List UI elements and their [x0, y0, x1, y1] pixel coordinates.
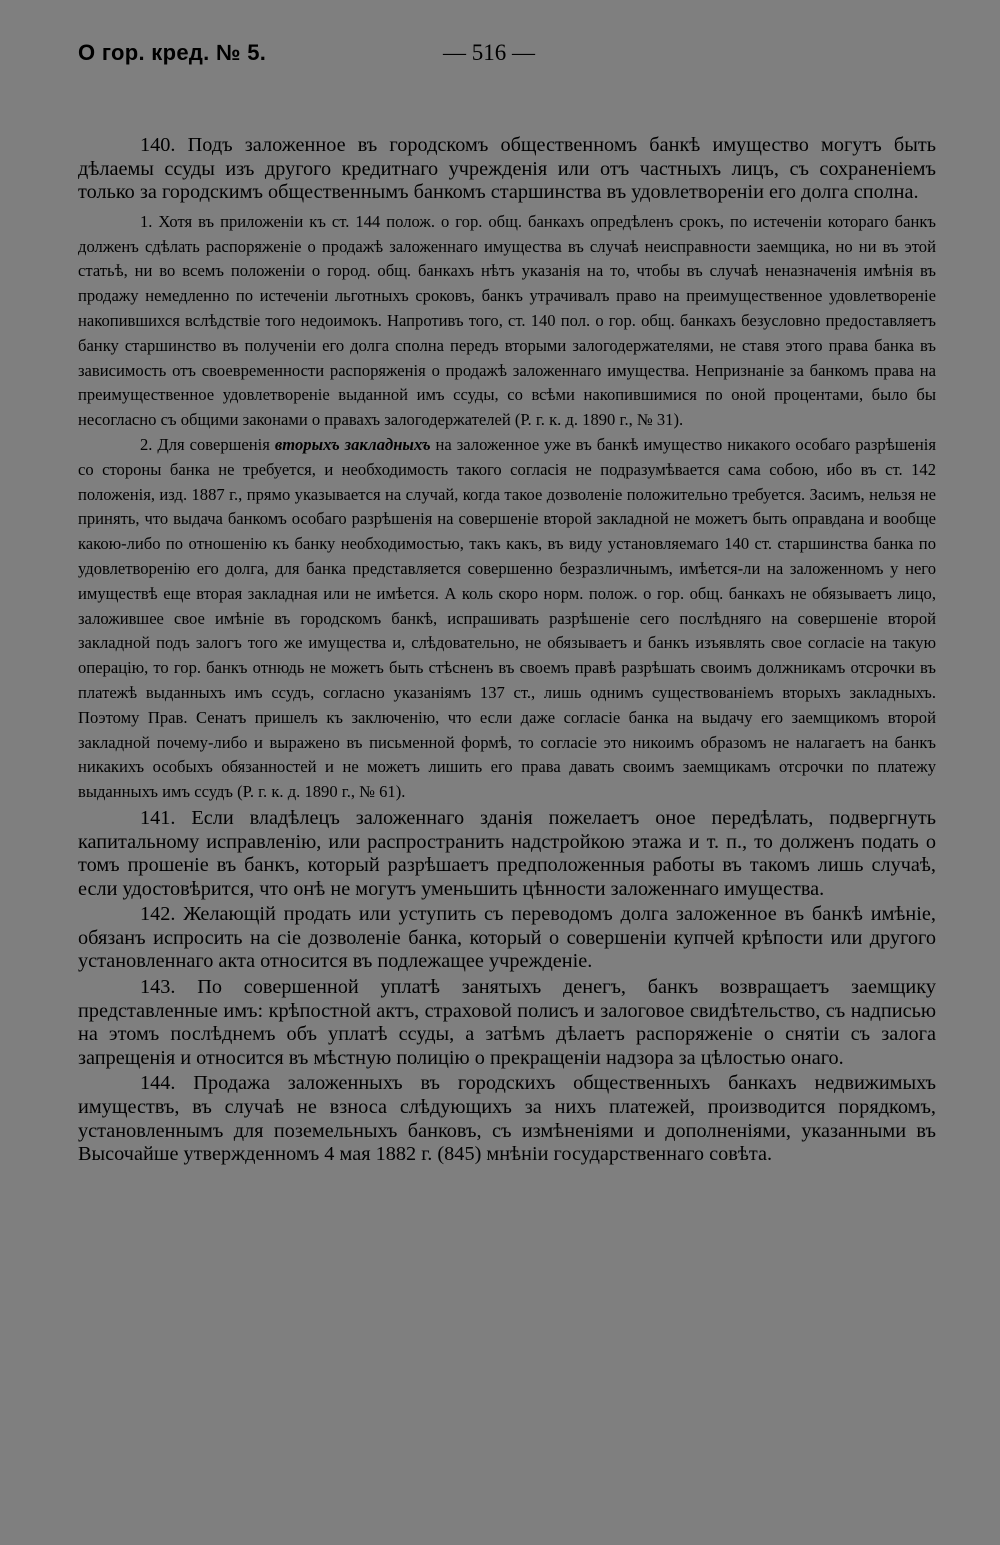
note-1: 1. Хотя въ приложеніи къ ст. 144 полож. о гор. общ. банкахъ опредѣленъ срокъ, по истеченіи котораго банкъ долженъ сдѣлать распоряженіе о продажѣ заложеннаго имущества въ случаѣ неисправности заемщика, но ни въ этой статьѣ, ни во всемъ положеніи о город. общ. банкахъ нѣтъ указанія на то, чтобы въ случаѣ неназначенія имѣнія въ продажу немедленно по истеченіи льготныхъ сроковъ, банкъ утрачивалъ право на преимущественное удовлетвореніе накопившихся вслѣдствіе того недоимокъ. Напротивъ того, ст. 140 пол. о гор. общ. банкахъ безусловно предоставляетъ банку старшинство въ полученіи его долга сполна передъ вторыми залогодержателями, не ставя этого права банка въ зависимость отъ своевременности распоряженія о продажѣ заложеннаго имущества. Непризнаніе за банкомъ права на преимущественное удовлетвореніе выданной имъ ссуды, со всѣми накопившимися по оной процентами, было бы несогласно съ общими законами о правахъ залогодержателей (Р. г. к. д. 1890 г., № 31).: [78, 211, 936, 430]
note-2: [78, 433, 936, 805]
article-141: 141. Если владѣлецъ заложеннаго зданія пожелаетъ оное передѣлать, подвергнуть капитальному исправленію, или распространить надстройкою этажа и т. п., то долженъ подать о томъ прошеніе въ банкъ, который разрѣшаетъ предположенныя работы въ такомъ лишь случаѣ, если удостовѣрится, что онѣ не могутъ уменьшить цѣнности заложеннаго имущества.: [78, 806, 936, 900]
note-2-emphasis: вторыхъ закладныхъ: [274, 434, 431, 454]
page-header: [78, 40, 936, 78]
document-body: [78, 134, 936, 1167]
article-140: 140. Подъ заложенное въ городскомъ общественномъ банкѣ имущество могутъ быть дѣлаемы ссуды изъ другого кредитнаго учрежденія или отъ частныхъ лицъ, съ сохраненіемъ только за городскимъ общественнымъ банкомъ старшинства въ удовлетвореніи его долга сполна.: [78, 134, 936, 204]
article-143: 143. По совершенной уплатѣ занятыхъ денегъ, банкъ возвращаетъ заемщику представленные имъ: крѣпостной актъ, страховой полисъ и залоговое свидѣтельство, съ надписью на этомъ послѣднемъ объ уплатѣ ссуды, а затѣмъ дѣлаетъ распоряженіе о снятіи съ залога запрещенія и относится въ мѣстную полицію о прекращеніи надзора за цѣлостью онаго.: [78, 976, 936, 1069]
note-2-body: на заложенное уже въ банкѣ имущество никакого особаго разрѣшенія со стороны банка не требуется, и необходимость такого согласія не подразумѣвается сама собою, ибо въ ст. 142 положенія, изд. 1887 г., прямо указывается на случай, когда такое дозволеніе положительно требуется. Засимъ, нельзя не принять, что выдача банкомъ особаго разрѣшенія на совершеніе второй закладной не можетъ быть оправдана и вообще какою-либо по отношенію къ банку необходимостью, такъ какъ, въ виду установляемаго 140 ст. старшинства банка по удовлетворенію его долга, для банка представляется совершенно безразличнымъ, имѣется-ли на заложенномъ у него имуществѣ еще вторая закладная или не имѣется. А коль скоро норм. полож. о гор. общ. банкахъ не обязываетъ лицо, заложившее свое имѣніе въ городскомъ банкѣ, испрашивать разрѣшеніе сего послѣдняго на совершеніе второй закладной подъ залогъ того же имущества и, слѣдовательно, не обязываетъ и банкъ изъявлять свое согласіе на такую операцію, то гор. банкъ отнюдь не можетъ быть стѣсненъ въ своемъ правѣ разрѣшать своимъ должникамъ отсрочки въ платежѣ выданныхъ имъ ссудъ, согласно указаніямъ 137 ст., лишь однимъ существованіемъ вторыхъ закладныхъ. Поэтому Прав. Сенатъ пришелъ къ заключенію, что если даже согласіе банка на выдачу его заемщикомъ второй закладной почему-либо и выражено въ письменной формѣ, то согласіе это никоимъ образомъ не налагаетъ на банкъ никакихъ особыхъ обязанностей и не можетъ лишить его права давать своимъ заемщикамъ отсрочки по платежу выданныхъ имъ ссудъ (Р. г. к. д. 1890 г., № 61).: [78, 434, 936, 802]
note-2-intro: 2. Для совершенія: [140, 434, 275, 454]
document-page: [78, 40, 936, 1530]
article-144: 144. Продажа заложенныхъ въ городскихъ общественныхъ банкахъ недвижимыхъ имуществъ, въ случаѣ не взноса слѣдующихъ за нихъ платежей, производится порядкомъ, установленнымъ для поземельныхъ банковъ, съ измѣненіями и дополненіями, указанными въ Высочайше утвержденномъ 4 мая 1882 г. (845) мнѣніи государственнаго совѣта.: [78, 1072, 936, 1166]
running-head: О гор. кред. № 5.: [78, 40, 267, 65]
article-142: 142. Желающій продать или уступить съ переводомъ долга заложенное въ банкѣ имѣніе, обязанъ испросить на сіе дозволеніе банка, который о совершеніи купчей крѣпости или другого установленнаго акта относится въ подлежащее учрежденіе.: [78, 903, 936, 973]
page-number: — 516 —: [443, 40, 535, 65]
